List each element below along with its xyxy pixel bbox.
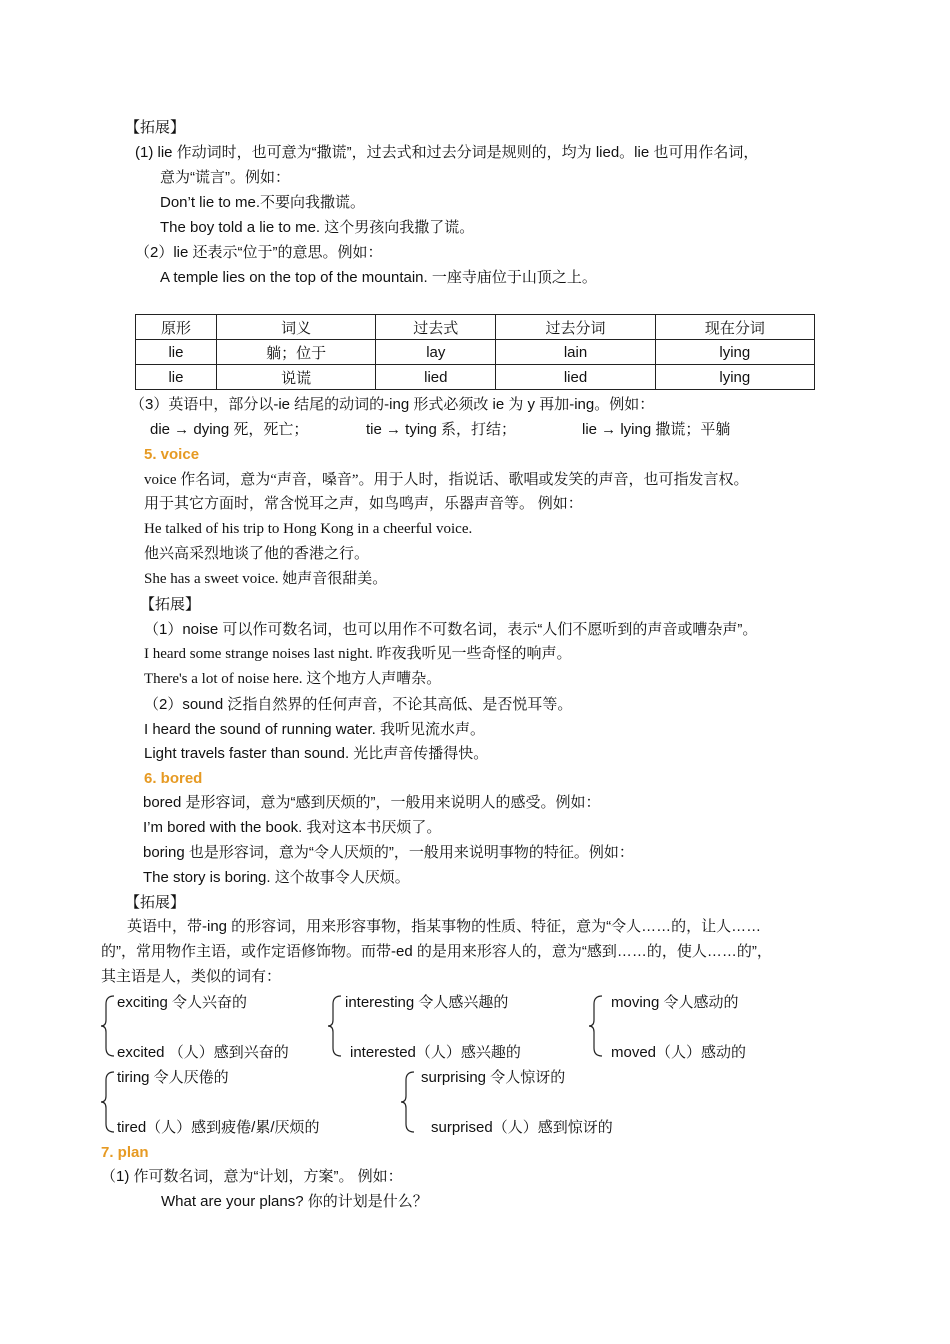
section-title-extension: 【拓展】	[140, 596, 201, 613]
table-row	[136, 365, 815, 390]
table-cell: lie	[136, 340, 217, 365]
table-cell: lied	[376, 365, 496, 390]
example-sentence: A temple lies on the top of the mountain. 一座寺庙位于山顶之上。	[160, 269, 597, 286]
paragraph: （1) 作可数名词，意为“计划，方案”。 例如：	[101, 1168, 403, 1185]
example-sentence: The boy told a lie to me. 这个男孩向我撒了谎。	[160, 219, 475, 236]
adjective-ing: exciting 令人兴奋的	[117, 994, 248, 1011]
paragraph: (1) lie 作动词时，也可意为“撒谎”，过去式和过去分词是规则的，均为 lied。lie 也可用作名词，	[135, 144, 759, 161]
paragraph: 英语中，带-ing 的形容词，用来形容事物，指某事物的性质、特征，意为“令人……的，让人……	[127, 918, 762, 935]
example-sentence: I heard some strange noises last night. 昨夜我听见一些奇怪的响声。	[144, 646, 572, 662]
example-sentence: I heard the sound of running water. 我听见流水声。	[144, 721, 485, 738]
adjective-ing: surprising 令人惊讶的	[421, 1069, 566, 1086]
adjective-ed: moved（人）感动的	[611, 1044, 747, 1061]
table-cell: lay	[376, 340, 496, 365]
paragraph: 用于其它方面时，常含悦耳之声，如鸟鸣声，乐器声音等。 例如：	[144, 496, 583, 512]
example-sentence: He talked of his trip to Hong Kong in a cheerful voice.	[144, 521, 473, 537]
example-sentence: There's a lot of noise here. 这个地方人声嘈杂。	[144, 671, 442, 687]
ing-example: lie → lying 撒谎；平躺	[582, 421, 731, 438]
table-cell: lie	[136, 365, 217, 390]
paragraph: boring 也是形容词，意为“令人厌烦的”，一般用来说明事物的特征。例如：	[143, 844, 634, 861]
table-header-cell: 词义	[216, 315, 375, 340]
paragraph: voice 作名词，意为“声音，嗓音”。用于人时，指说话、歌唱或发笑的声音，也可指发言权。	[144, 472, 749, 488]
paragraph: （1）noise 可以作可数名词，也可以用作不可数名词，表示“人们不愿听到的声音或嘈杂声”。	[144, 621, 758, 638]
table-header-cell: 原形	[136, 315, 217, 340]
adjective-ing: moving 令人感动的	[611, 994, 739, 1011]
paragraph: （3）英语中，部分以-ie 结尾的动词的-ing 形式必须改 ie 为 y 再加-ing。例如：	[130, 396, 655, 413]
adjective-ed: excited （人）感到兴奋的	[117, 1044, 289, 1061]
table-header-row	[136, 315, 815, 340]
left-brace-icon	[100, 1070, 116, 1134]
paragraph: bored 是形容词，意为“感到厌烦的”，一般用来说明人的感受。例如：	[143, 794, 601, 811]
left-brace-icon	[100, 994, 116, 1058]
adjective-ed: interested（人）感兴趣的	[350, 1044, 521, 1061]
left-brace-icon	[327, 994, 343, 1058]
paragraph: （2）lie 还表示“位于”的意思。例如：	[135, 244, 383, 261]
section-heading-plan: 7. plan	[101, 1144, 149, 1161]
table-header-cell: 过去分词	[496, 315, 655, 340]
table-cell: lying	[655, 365, 814, 390]
paragraph: （2）sound 泛指自然界的任何声音，不论其高低、是否悦耳等。	[144, 696, 573, 713]
section-title-extension: 【拓展】	[125, 894, 186, 911]
example-translation: 他兴高采烈地谈了他的香港之行。	[144, 546, 370, 562]
left-brace-icon	[588, 994, 604, 1058]
ing-example: die → dying 死，死亡；	[150, 421, 309, 438]
left-brace-icon	[400, 1070, 416, 1134]
adjective-ed: tired（人）感到疲倦/累/厌烦的	[117, 1119, 320, 1136]
table-row	[136, 340, 815, 365]
example-sentence: What are your plans? 你的计划是什么？	[161, 1193, 428, 1210]
table-cell: 说谎	[216, 365, 375, 390]
section-heading-bored: 6. bored	[144, 770, 203, 787]
example-sentence: I’m bored with the book. 我对这本书厌烦了。	[143, 819, 442, 836]
paragraph: 其主语是人，类似的词有：	[101, 968, 282, 985]
table-cell: lying	[655, 340, 814, 365]
example-sentence: Don’t lie to me.不要向我撒谎。	[160, 194, 366, 211]
table-cell: lain	[496, 340, 655, 365]
example-sentence: She has a sweet voice. 她声音很甜美。	[144, 571, 388, 587]
table-header-cell: 现在分词	[655, 315, 814, 340]
example-sentence: Light travels faster than sound. 光比声音传播得快。	[144, 745, 489, 762]
example-sentence: The story is boring. 这个故事令人厌烦。	[143, 869, 410, 886]
paragraph: 意为“谎言”。例如：	[160, 169, 290, 186]
section-title-extension: 【拓展】	[125, 119, 186, 136]
adjective-ing: tiring 令人厌倦的	[117, 1069, 229, 1086]
section-heading-voice: 5. voice	[144, 446, 200, 463]
table-cell: lied	[496, 365, 655, 390]
adjective-ing: interesting 令人感兴趣的	[345, 994, 509, 1011]
table-cell: 躺；位于	[216, 340, 375, 365]
paragraph: 的”，常用物作主语，或作定语修饰物。而带-ed 的是用来形容人的，意为“感到……的，使人……的”，	[101, 943, 772, 960]
table-header-cell: 过去式	[376, 315, 496, 340]
ing-example: tie → tying 系，打结；	[366, 421, 517, 438]
verb-forms-table	[135, 314, 815, 390]
adjective-ed: surprised（人）感到惊讶的	[431, 1119, 613, 1136]
